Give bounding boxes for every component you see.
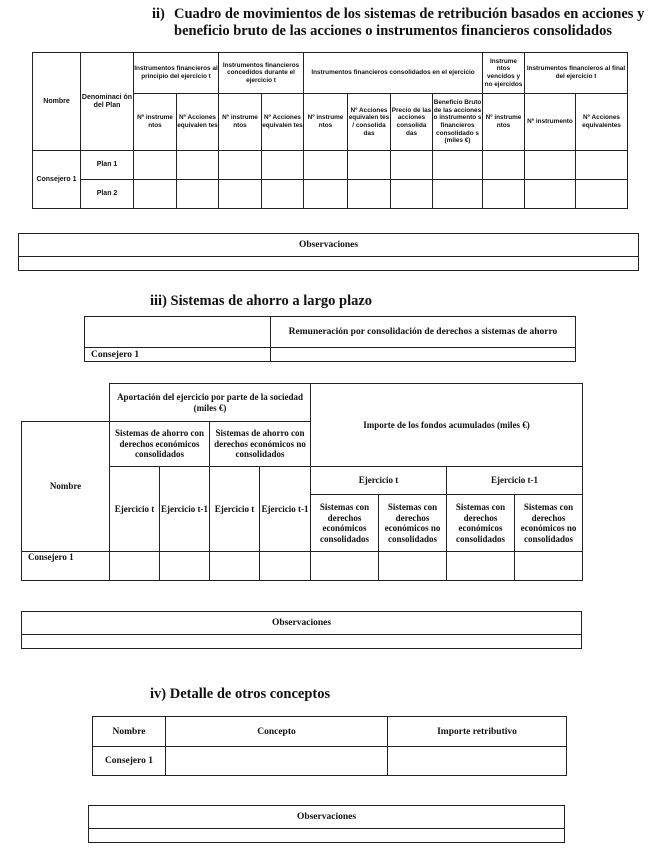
importe-header: Importe de los fondos acumulados (miles €): [311, 384, 583, 467]
section-ii-number: ii): [152, 6, 165, 22]
observaciones-label: Observaciones: [22, 612, 582, 635]
row-name: Consejero 1: [22, 552, 110, 581]
section-iii-title: Sistemas de ahorro a largo plazo: [170, 293, 373, 309]
observaciones-content: [89, 829, 565, 843]
sis-no-consolidados-header: Sistemas con derechos económicos no consolidados: [379, 495, 447, 552]
col-denominacion: Denominaci ón del Plan: [81, 53, 134, 151]
aportacion-header: Aportación del ejercicio por parte de la sociedad (miles €): [110, 384, 311, 422]
sub-n-instrumentos: Nº instrume ntos: [219, 94, 262, 151]
row-name: Consejero 1: [85, 348, 271, 362]
table-row: [93, 747, 567, 776]
ejercicio-t-header: Ejercicio t: [311, 467, 447, 495]
ejercicio-t-label: Ejercicio t: [210, 467, 260, 552]
sub-n-instrumentos: Nº instrume ntos: [134, 94, 177, 151]
concepto-header: Concepto: [166, 717, 388, 747]
observaciones-box-iii: [21, 611, 582, 649]
plan-label: Plan 1: [81, 151, 134, 180]
ejercicio-t1-header: Ejercicio t-1: [447, 467, 583, 495]
observaciones-label: Observaciones: [89, 806, 565, 829]
section-iv-heading: [150, 686, 550, 703]
section-ii-title-line2: beneficio bruto de las acciones o instrumentos financieros consolidados: [174, 23, 612, 39]
grp-inicio: Instrumentos financieros al principio del ejercicio t: [134, 53, 219, 94]
plan-label: Plan 2: [81, 180, 134, 209]
nombre-header: Nombre: [22, 422, 110, 552]
observaciones-content: [22, 635, 582, 649]
ahorro-consolidados-header: Sistemas de ahorro con derechos económicos consolidados: [110, 422, 210, 467]
sis-consolidados-header: Sistemas con derechos económicos consolidados: [311, 495, 379, 552]
table-row: [85, 348, 576, 362]
grp-consolidados: Instrumentos financieros consolidados en el ejercicio: [304, 53, 483, 94]
sis-no-consolidados-header: Sistemas con derechos económicos no consolidados: [515, 495, 583, 552]
nombre-header: Nombre: [93, 717, 166, 747]
sub-n-instrumentos: Nº instrume ntos: [483, 94, 525, 151]
remuneracion-header: Remuneración por consolidación de derechos a sistemas de ahorro: [271, 317, 576, 348]
section-iv-title: Detalle de otros conceptos: [169, 686, 331, 702]
table-row: [33, 151, 628, 180]
savings-funds-table: [21, 383, 583, 581]
table-row: [33, 180, 628, 209]
observaciones-box-ii: [18, 233, 639, 271]
col-nombre: Nombre: [33, 53, 81, 151]
ejercicio-t1-label: Ejercicio t-1: [260, 467, 311, 552]
sub-n-acciones-final: Nº Acciones equivalentes: [576, 94, 628, 151]
grp-concedidos: Instrumentos financieros concedidos durante el ejercicio t: [219, 53, 304, 94]
section-iii-number: iii): [150, 293, 167, 309]
sub-n-instrumentos: Nº instrume ntos: [304, 94, 348, 151]
grp-final: Instrumentos financieros al final del ejercicio t: [525, 53, 628, 94]
sub-n-acciones-consolidadas: Nº Acciones equivalen tes / consolida das: [348, 94, 391, 151]
row-name: Consejero 1: [93, 747, 166, 776]
savings-consolidation-table: [84, 316, 576, 362]
sub-beneficio: Beneficio Bruto de las acciones o instrumento s financieros consolidado s (miles €): [433, 94, 483, 151]
row-name: Consejero 1: [33, 151, 81, 209]
ejercicio-t-label: Ejercicio t: [110, 467, 160, 552]
sub-n-instrumento-final: Nº instrumento: [525, 94, 576, 151]
section-ii-title-line1: Cuadro de movimientos de los sistemas de retribución basados en acciones y: [174, 6, 645, 22]
sub-n-acciones: Nº Acciones equivalen tes: [262, 94, 304, 151]
sis-consolidados-header: Sistemas con derechos económicos consolidados: [447, 495, 515, 552]
table-row: [22, 552, 583, 581]
sub-n-acciones: Nº Acciones equivalen tes: [177, 94, 219, 151]
grp-vencidos: Instrume ntos vencidos y no ejercidos: [483, 53, 525, 94]
section-iii-heading: [150, 293, 550, 310]
sub-precio: Precio de las acciones consolida das: [391, 94, 433, 151]
share-plans-table: [32, 52, 628, 209]
other-concepts-table: [92, 716, 567, 776]
empty-header-cell: [85, 317, 271, 348]
section-iv-number: iv): [150, 686, 167, 702]
ejercicio-t1-label: Ejercicio t-1: [160, 467, 210, 552]
importe-header: Importe retributivo: [388, 717, 567, 747]
observaciones-label: Observaciones: [19, 234, 639, 257]
section-ii-heading: [152, 6, 652, 40]
observaciones-box-iv: [88, 805, 565, 843]
ahorro-no-consolidados-header: Sistemas de ahorro con derechos económicos no consolidados: [210, 422, 311, 467]
observaciones-content: [19, 257, 639, 271]
